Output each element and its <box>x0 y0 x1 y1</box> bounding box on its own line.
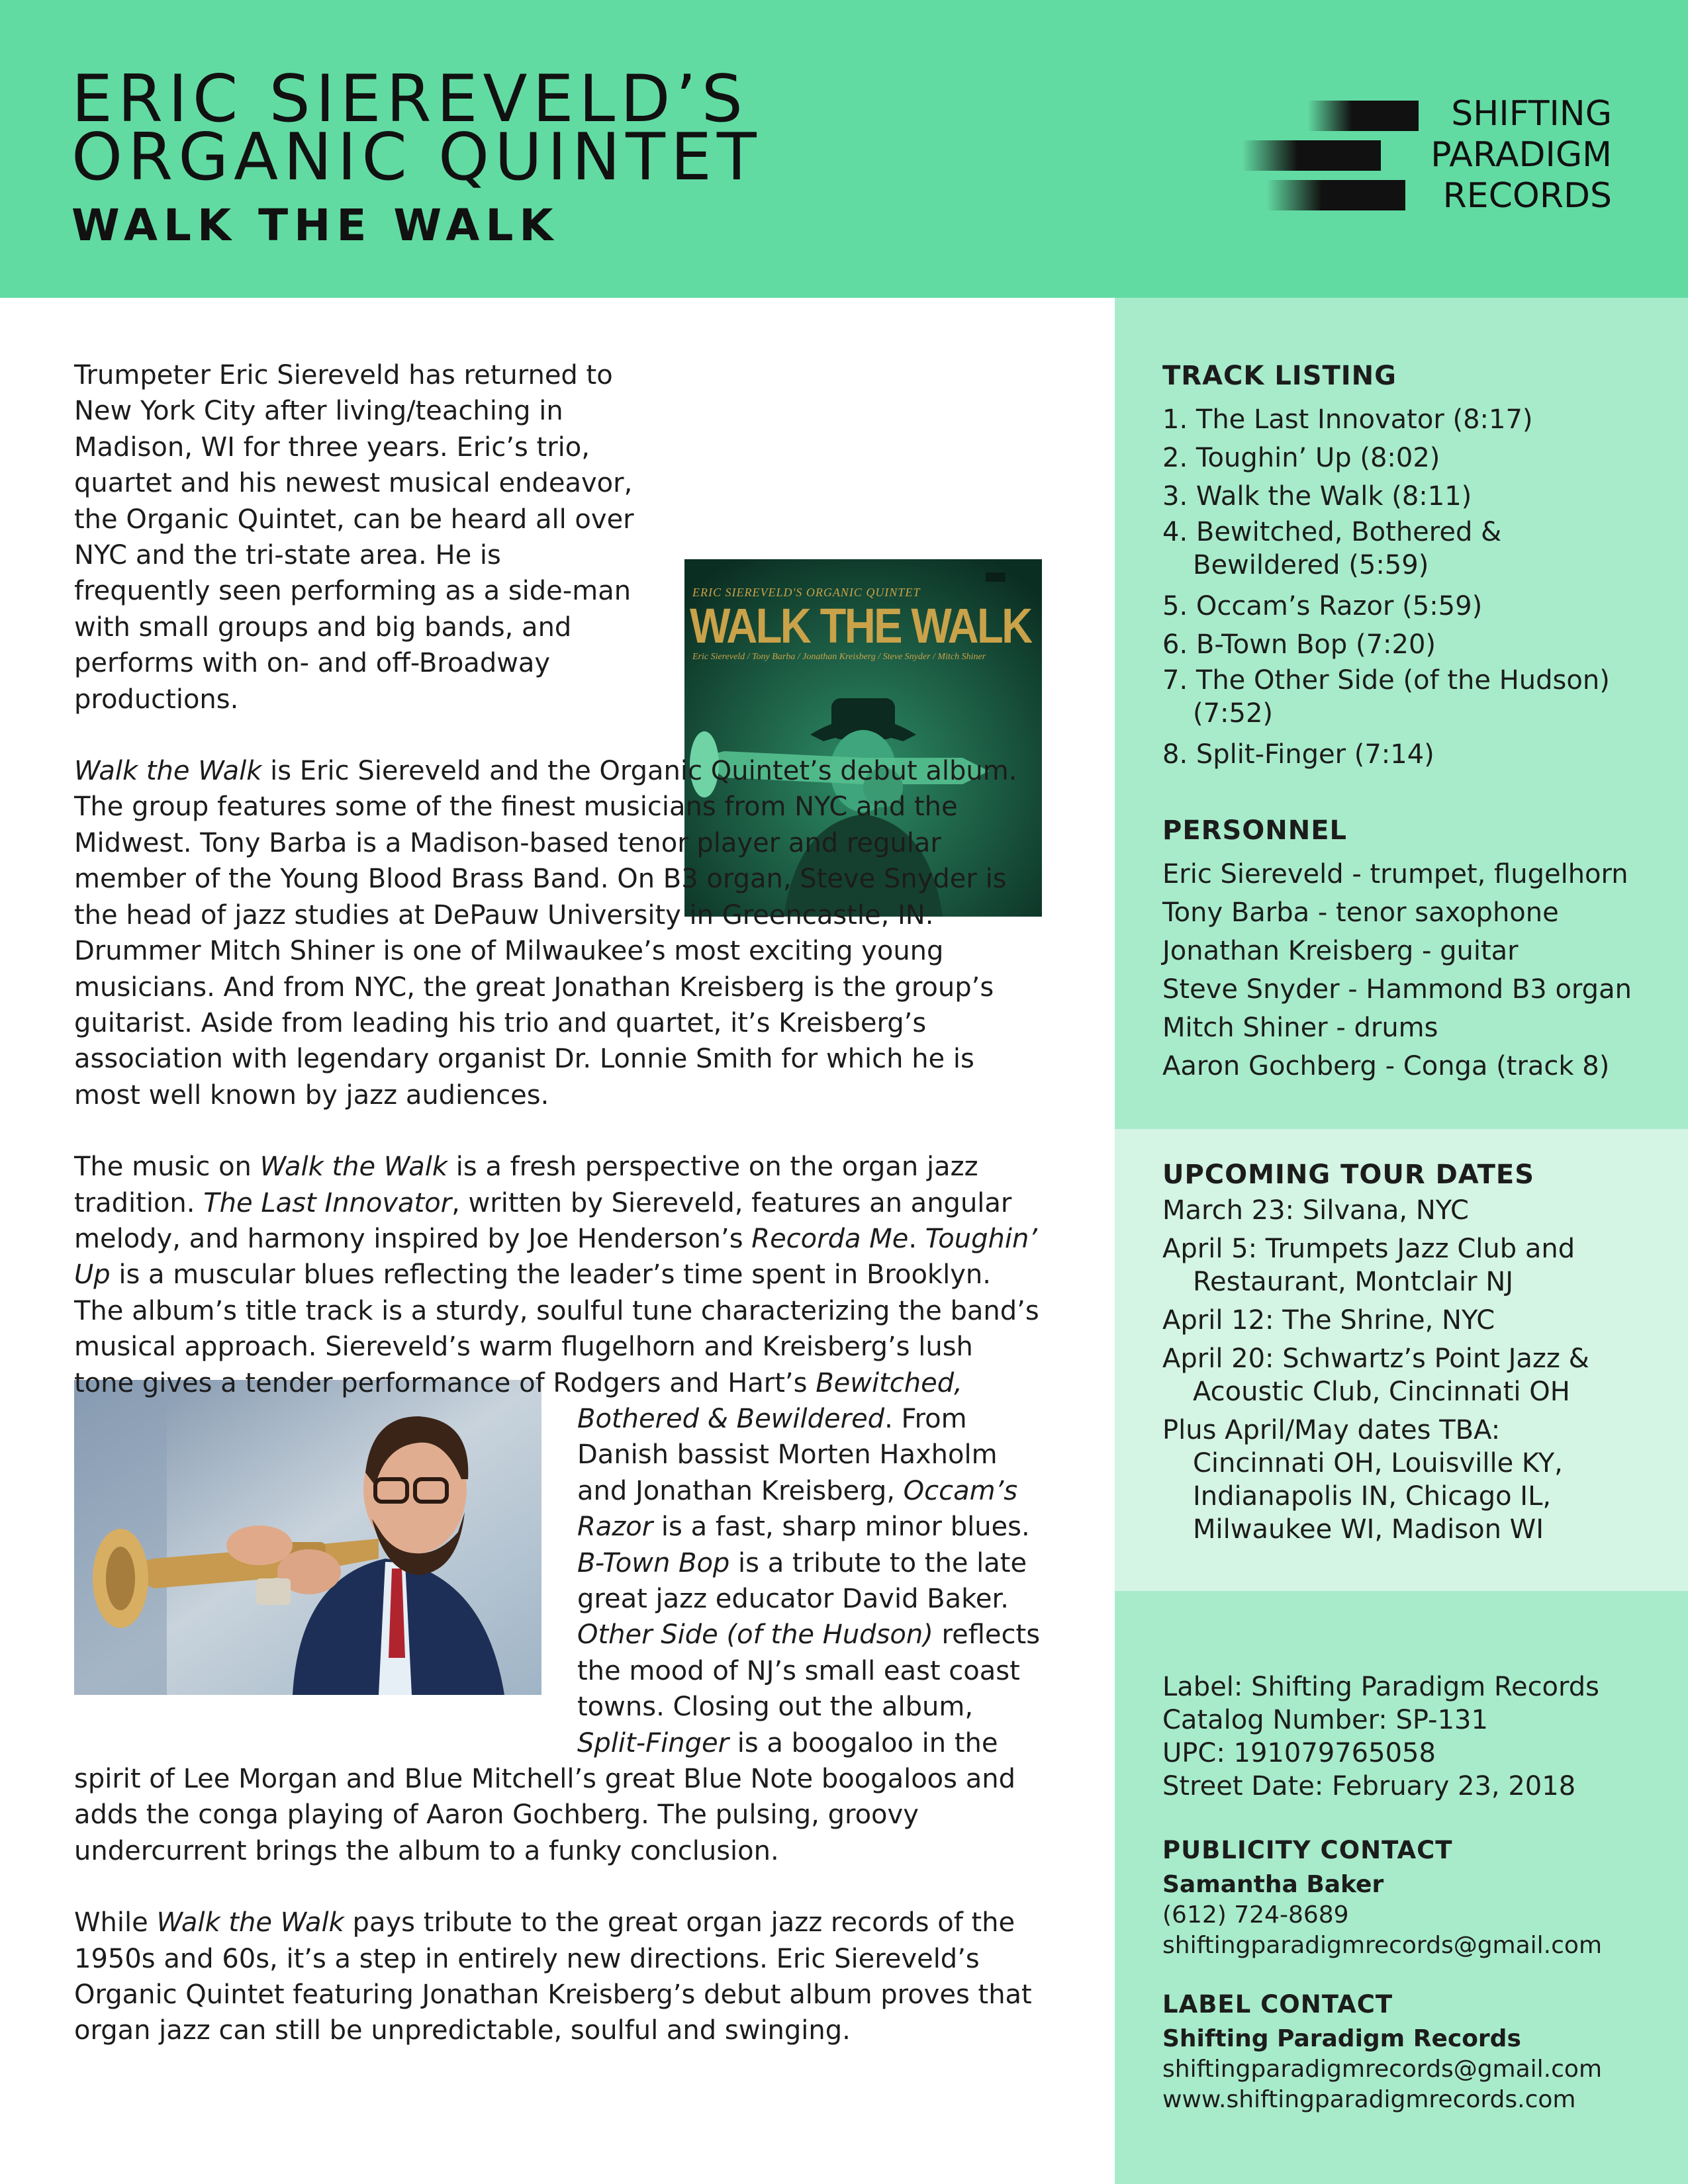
label-contact-heading: LABEL CONTACT <box>1162 1990 1393 2019</box>
tour-date-item: March 23: Silvana, NYC <box>1162 1195 1469 1226</box>
artist-title-line-1: ERIC SIEREVELD’S <box>71 62 748 137</box>
text-run: is a tribute to the late great jazz educator David Baker. <box>577 1547 1027 1614</box>
track-item: 2. Toughin’ Up (8:02) <box>1162 443 1440 473</box>
release-catalog: Catalog Number: SP-131 <box>1162 1705 1488 1735</box>
text-run: is a fresh perspective on the organ jazz tradition. <box>74 1152 978 1218</box>
text-run: reflects the mood of NJ’s small east coast towns. Closing out the album, <box>577 1619 1041 1723</box>
personnel-heading: PERSONNEL <box>1162 815 1348 846</box>
track-item: 8. Split-Finger (7:14) <box>1162 739 1434 770</box>
text-run: pays tribute to the great organ jazz records of the 1950s and 60s, it’s a step in entirely new directions. Eric Siereveld’s Organic Quintet featuring Jonathan Kreisberg’s debut album proves that organ jazz can still be unpredictable, soulful and swinging. <box>74 1907 1032 2046</box>
publicity-phone: (612) 724-8689 <box>1162 1901 1349 1929</box>
release-info <box>1162 1670 1665 1803</box>
body-paragraph-2 <box>74 753 1041 1113</box>
text-run: is a boogaloo in the spirit of Lee Morgan and Blue Mitchell’s great Blue Note boogaloos and adds the conga playing of Aaron Gochberg. The pulsing, groovy undercurrent brings the album to a funky conclusion. <box>74 1727 1015 1866</box>
tour-date-item: April 12: The Shrine, NYC <box>1162 1305 1495 1336</box>
publicity-name: Samantha Baker <box>1162 1871 1384 1898</box>
personnel-item: Aaron Gochberg - Conga (track 8) <box>1162 1051 1610 1081</box>
track-title-mention: Split-Finger <box>577 1727 729 1758</box>
logo-stripe-icon <box>1242 140 1381 171</box>
body-paragraph-2-text: is Eric Siereveld and the Organic Quintet’s debut album. The group features some of the finest musicians from NYC and the Midwest. Tony Barba is a Madison-based tenor player and regular member of the Young Blood Brass Band. On B3 organ, Steve Snyder is the head of jazz studies at DePauw University in Greencastle, IN. Drummer Mitch Shiner is one of Milwaukee’s most exciting young musicians. And from NYC, the great Jonathan Kreisberg is the group’s guitarist. Aside from leading his trio and quartet, it’s Kreisberg’s association with legendary organist Dr. Lonnie Smith for which he is most well known by jazz audiences. <box>74 756 1017 1111</box>
press-release-body <box>74 357 1041 2085</box>
track-item: 3. Walk the Walk (8:11) <box>1162 481 1472 512</box>
album-title-mention: Walk the Walk <box>74 756 262 787</box>
personnel-item: Eric Siereveld - trumpet, flugelhorn <box>1162 859 1628 889</box>
label-contact-email[interactable]: shiftingparadigmrecords@gmail.com <box>1162 2056 1603 2083</box>
text-run: The music on <box>74 1152 260 1183</box>
logo-stripe-icon <box>1307 101 1419 131</box>
track-title-mention: Occam’s Razor <box>577 1475 1018 1543</box>
track-item: 5. Occam’s Razor (5:59) <box>1162 591 1483 621</box>
personnel-item: Tony Barba - tenor saxophone <box>1162 897 1559 928</box>
tour-dates-heading: UPCOMING TOUR DATES <box>1162 1160 1535 1190</box>
logo-text-line-1: SHIFTING <box>1451 94 1612 134</box>
album-title: WALK THE WALK <box>71 200 559 251</box>
body-paragraph-1-text: Trumpeter Eric Siereveld has returned to New York City after living/teaching in Madison, WI for three years. Eric’s trio, quartet and his newest musical endeavor, the Organic Quintet, can be heard all over NYC and the tri-state area. He is frequently seen performing as a side-man with small groups and big bands, and performs with on- and off-Broadway productions. <box>74 360 634 715</box>
logo-stripe-icon <box>1266 180 1405 210</box>
publicity-contact <box>1162 1836 1665 1961</box>
personnel-item: Jonathan Kreisberg - guitar <box>1162 936 1519 966</box>
cover-names-text: Eric Siereveld / Tony Barba / Jonathan Kreisberg / Steve Snyder / Mitch Shiner <box>692 652 986 662</box>
release-upc: UPC: 191079765058 <box>1162 1738 1436 1768</box>
publicity-email[interactable]: shiftingparadigmrecords@gmail.com <box>1162 1932 1603 1959</box>
track-item: 7. The Other Side (of the Hudson) (7:52) <box>1162 665 1610 729</box>
cover-artist-text: ERIC SIEREVELD'S ORGANIC QUINTET <box>692 586 921 599</box>
body-paragraph-4 <box>74 1905 1041 2049</box>
track-listing <box>1162 361 1665 774</box>
text-run: , written by Siereveld, features an angular melody, and harmony inspired by Joe Henderson’s <box>74 1187 1012 1254</box>
label-contact-name: Shifting Paradigm Records <box>1162 2025 1521 2052</box>
text-run: . From Danish bassist Morten Haxholm and Jonathan Kreisberg, <box>577 1403 998 1506</box>
cover-text-wrap-spacer <box>655 357 1041 713</box>
tour-date-item: April 5: Trumpets Jazz Club and Restaurant, Montclair NJ <box>1162 1234 1575 1297</box>
text-run: . <box>908 1223 925 1254</box>
text-run: is a muscular blues reflecting the leader’s time spent in Brooklyn. The album’s title track is a sturdy, soulful tune characterizing the band’s musical approach. Siereveld’s warm flugelhorn and Kreisberg’s lush tone gives a tender performance of Rodgers and Hart’s <box>74 1259 1039 1398</box>
track-title-mention: Bewitched, Bothered & Bewildered <box>577 1367 962 1434</box>
track-title-mention: Other Side (of the Hudson) <box>577 1619 933 1651</box>
track-item: 1. The Last Innovator (8:17) <box>1162 404 1533 435</box>
logo-text-line-3: RECORDS <box>1442 176 1612 216</box>
track-title-mention: Toughin’ Up <box>74 1223 1038 1291</box>
tour-date-item: April 20: Schwartz’s Point Jazz & Acoustic Club, Cincinnati OH <box>1162 1343 1589 1407</box>
track-title-mention: B-Town Bop <box>577 1547 730 1578</box>
track-item: 4. Bewitched, Bothered & Bewildered (5:59) <box>1162 517 1502 580</box>
artist-title-line-2: ORGANIC QUINTET <box>71 120 762 195</box>
tour-date-item: Plus April/May dates TBA: Cincinnati OH, Louisville KY, Indianapolis IN, Chicago IL, Milwaukee WI, Madison WI <box>1162 1415 1563 1545</box>
track-listing-heading: TRACK LISTING <box>1162 361 1397 391</box>
personnel-item: Steve Snyder - Hammond B3 organ <box>1162 974 1632 1005</box>
label-contact-website[interactable]: www.shiftingparadigmrecords.com <box>1162 2086 1576 2113</box>
personnel <box>1162 815 1665 1085</box>
track-title-mention: The Last Innovator <box>203 1187 452 1218</box>
publicity-heading: PUBLICITY CONTACT <box>1162 1836 1453 1864</box>
photo-text-wrap-spacer <box>74 1401 577 1752</box>
album-title-mention: Walk the Walk <box>156 1907 344 1938</box>
logo-text-line-2: PARADIGM <box>1430 135 1612 175</box>
track-item: 6. B-Town Bop (7:20) <box>1162 629 1436 660</box>
release-street-date: Street Date: February 23, 2018 <box>1162 1771 1576 1801</box>
text-run: While <box>74 1907 157 1938</box>
personnel-item: Mitch Shiner - drums <box>1162 1013 1438 1043</box>
header-banner <box>0 0 1688 298</box>
release-label: Label: Shifting Paradigm Records <box>1162 1672 1599 1702</box>
song-title-mention: Recorda Me <box>751 1223 909 1254</box>
text-run: is a fast, sharp minor blues. <box>653 1512 1030 1543</box>
tour-dates <box>1162 1160 1665 1551</box>
body-paragraph-3 <box>74 1149 1041 1869</box>
album-title-mention: Walk the Walk <box>259 1152 448 1183</box>
cover-title-text: WALK THE WALK <box>690 598 1031 653</box>
label-contact <box>1162 1990 1665 2115</box>
